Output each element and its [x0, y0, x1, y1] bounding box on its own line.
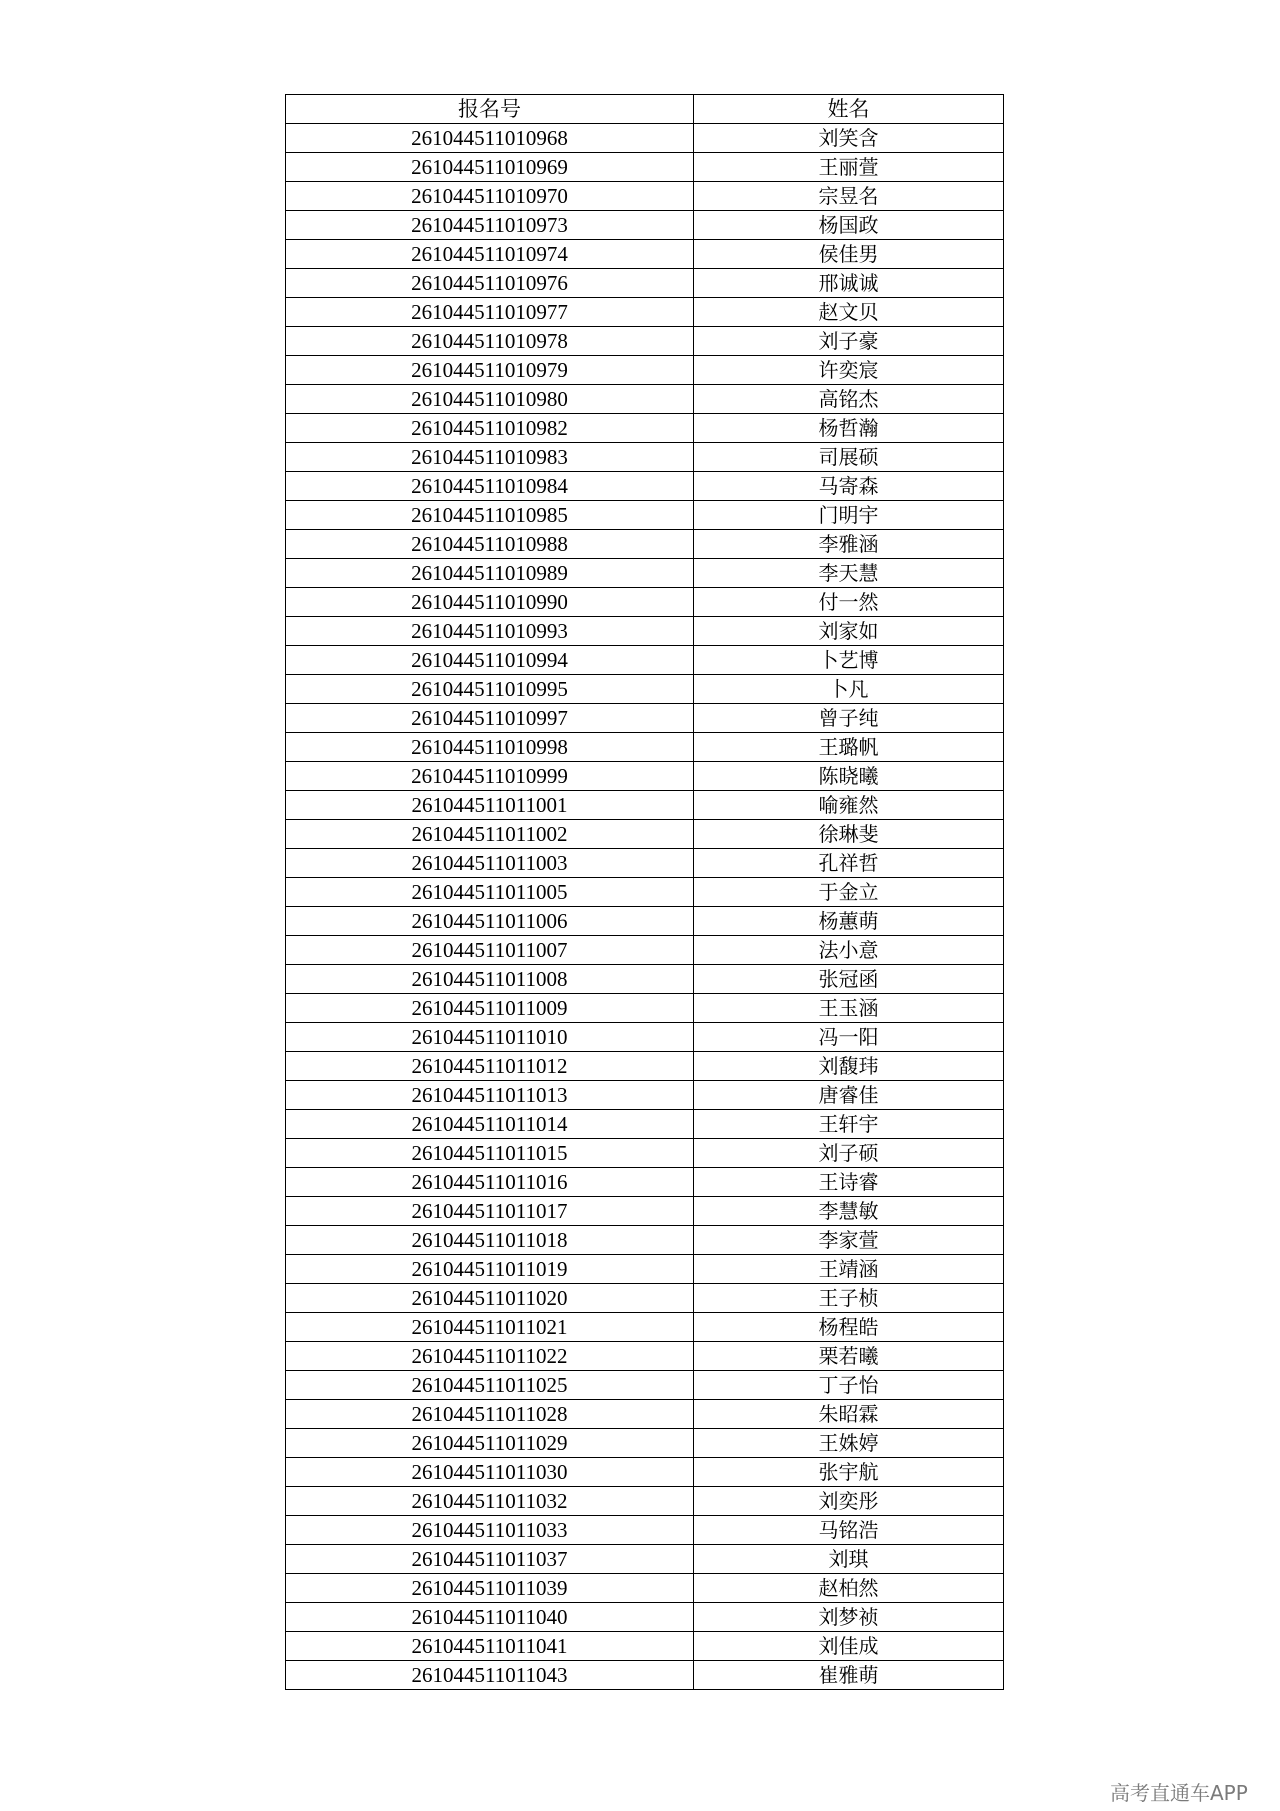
table-row	[286, 1371, 1004, 1400]
name-cell: 王璐帆	[694, 733, 1004, 762]
name-cell: 张冠函	[694, 965, 1004, 994]
name-cell: 刘馥玮	[694, 1052, 1004, 1081]
table-row	[286, 733, 1004, 762]
name-cell: 李雅涵	[694, 530, 1004, 559]
registration-number-cell: 261044511010974	[286, 240, 694, 269]
registration-number-cell: 261044511011002	[286, 820, 694, 849]
table-row	[286, 1661, 1004, 1690]
name-cell: 杨程皓	[694, 1313, 1004, 1342]
table-row	[286, 327, 1004, 356]
table-row	[286, 211, 1004, 240]
registration-number-cell: 261044511011032	[286, 1487, 694, 1516]
name-cell: 王轩宇	[694, 1110, 1004, 1139]
table-row	[286, 936, 1004, 965]
table-row	[286, 994, 1004, 1023]
table-row	[286, 820, 1004, 849]
registration-number-cell: 261044511010973	[286, 211, 694, 240]
table-row	[286, 443, 1004, 472]
registration-number-cell: 261044511011028	[286, 1400, 694, 1429]
registration-number-cell: 261044511011017	[286, 1197, 694, 1226]
name-cell: 唐睿佳	[694, 1081, 1004, 1110]
table-row	[286, 588, 1004, 617]
header-registration-number: 报名号	[286, 95, 694, 124]
table-row	[286, 530, 1004, 559]
registration-number-cell: 261044511011029	[286, 1429, 694, 1458]
table-row	[286, 559, 1004, 588]
registration-number-cell: 261044511010983	[286, 443, 694, 472]
registration-number-cell: 261044511011015	[286, 1139, 694, 1168]
table-header	[286, 95, 1004, 124]
name-cell: 李慧敏	[694, 1197, 1004, 1226]
registration-number-cell: 261044511011020	[286, 1284, 694, 1313]
table-row	[286, 1400, 1004, 1429]
table-row	[286, 385, 1004, 414]
table-row	[286, 646, 1004, 675]
table-row	[286, 617, 1004, 646]
table-row	[286, 1255, 1004, 1284]
header-name: 姓名	[694, 95, 1004, 124]
registration-number-cell: 261044511010995	[286, 675, 694, 704]
registration-number-cell: 261044511011005	[286, 878, 694, 907]
table-row	[286, 414, 1004, 443]
header-row	[286, 95, 1004, 124]
registration-number-cell: 261044511011018	[286, 1226, 694, 1255]
name-cell: 法小意	[694, 936, 1004, 965]
table-row	[286, 240, 1004, 269]
name-cell: 徐琳斐	[694, 820, 1004, 849]
registration-number-cell: 261044511010977	[286, 298, 694, 327]
registration-number-cell: 261044511011043	[286, 1661, 694, 1690]
table-row	[286, 1632, 1004, 1661]
registration-number-cell: 261044511010968	[286, 124, 694, 153]
registration-number-cell: 261044511010978	[286, 327, 694, 356]
registration-number-cell: 261044511010969	[286, 153, 694, 182]
name-cell: 宗昱名	[694, 182, 1004, 211]
name-cell: 门明宇	[694, 501, 1004, 530]
name-cell: 付一然	[694, 588, 1004, 617]
table-row	[286, 1197, 1004, 1226]
name-cell: 高铭杰	[694, 385, 1004, 414]
table-row	[286, 1313, 1004, 1342]
table-body	[286, 124, 1004, 1690]
table-row	[286, 1574, 1004, 1603]
table-row	[286, 1168, 1004, 1197]
table-row	[286, 298, 1004, 327]
registration-number-cell: 261044511011003	[286, 849, 694, 878]
name-cell: 邢诚诚	[694, 269, 1004, 298]
registration-number-cell: 261044511010999	[286, 762, 694, 791]
registration-number-cell: 261044511010984	[286, 472, 694, 501]
table-row	[286, 1284, 1004, 1313]
table-row	[286, 1139, 1004, 1168]
registration-number-cell: 261044511010980	[286, 385, 694, 414]
registration-number-cell: 261044511011010	[286, 1023, 694, 1052]
name-cell: 于金立	[694, 878, 1004, 907]
name-cell: 曾子纯	[694, 704, 1004, 733]
registration-number-cell: 261044511010988	[286, 530, 694, 559]
registration-number-cell: 261044511011014	[286, 1110, 694, 1139]
name-cell: 王丽萱	[694, 153, 1004, 182]
table-row	[286, 1081, 1004, 1110]
registration-number-cell: 261044511010985	[286, 501, 694, 530]
table-row	[286, 1023, 1004, 1052]
registration-number-cell: 261044511011008	[286, 965, 694, 994]
name-cell: 赵文贝	[694, 298, 1004, 327]
name-cell: 杨哲瀚	[694, 414, 1004, 443]
name-cell: 张宇航	[694, 1458, 1004, 1487]
registration-number-cell: 261044511011001	[286, 791, 694, 820]
registration-number-cell: 261044511011037	[286, 1545, 694, 1574]
registration-number-cell: 261044511010970	[286, 182, 694, 211]
name-cell: 王诗睿	[694, 1168, 1004, 1197]
name-cell: 王玉涵	[694, 994, 1004, 1023]
registration-number-cell: 261044511011025	[286, 1371, 694, 1400]
name-cell: 马铭浩	[694, 1516, 1004, 1545]
table-row	[286, 1342, 1004, 1371]
table-row	[286, 153, 1004, 182]
registration-number-cell: 261044511011009	[286, 994, 694, 1023]
registration-number-cell: 261044511010990	[286, 588, 694, 617]
table-row	[286, 675, 1004, 704]
table-row	[286, 791, 1004, 820]
name-cell: 刘子豪	[694, 327, 1004, 356]
registration-number-cell: 261044511010979	[286, 356, 694, 385]
name-cell: 孔祥哲	[694, 849, 1004, 878]
name-cell: 栗若曦	[694, 1342, 1004, 1371]
registration-number-cell: 261044511011013	[286, 1081, 694, 1110]
table-row	[286, 1110, 1004, 1139]
name-cell: 刘家如	[694, 617, 1004, 646]
table-row	[286, 878, 1004, 907]
table-row	[286, 356, 1004, 385]
name-cell: 王姝婷	[694, 1429, 1004, 1458]
name-cell: 朱昭霖	[694, 1400, 1004, 1429]
registration-number-cell: 261044511011040	[286, 1603, 694, 1632]
name-cell: 李天慧	[694, 559, 1004, 588]
name-cell: 许奕宸	[694, 356, 1004, 385]
table-row	[286, 269, 1004, 298]
table-row	[286, 762, 1004, 791]
watermark-text: 高考直通车APP	[1110, 1781, 1248, 1805]
name-cell: 卜凡	[694, 675, 1004, 704]
table-row	[286, 501, 1004, 530]
registration-number-cell: 261044511010994	[286, 646, 694, 675]
registration-number-cell: 261044511010993	[286, 617, 694, 646]
name-cell: 刘琪	[694, 1545, 1004, 1574]
name-cell: 侯佳男	[694, 240, 1004, 269]
table-row	[286, 1226, 1004, 1255]
registration-number-cell: 261044511011006	[286, 907, 694, 936]
name-cell: 杨蕙萌	[694, 907, 1004, 936]
name-cell: 司展硕	[694, 443, 1004, 472]
name-cell: 刘子硕	[694, 1139, 1004, 1168]
registration-number-cell: 261044511010997	[286, 704, 694, 733]
name-cell: 李家萱	[694, 1226, 1004, 1255]
name-cell: 卜艺博	[694, 646, 1004, 675]
registration-number-cell: 261044511011033	[286, 1516, 694, 1545]
table-row	[286, 472, 1004, 501]
table-row	[286, 849, 1004, 878]
table-row	[286, 1603, 1004, 1632]
table-row	[286, 1429, 1004, 1458]
registration-number-cell: 261044511010982	[286, 414, 694, 443]
name-cell: 丁子怡	[694, 1371, 1004, 1400]
name-cell: 崔雅萌	[694, 1661, 1004, 1690]
registration-number-cell: 261044511011012	[286, 1052, 694, 1081]
registration-number-cell: 261044511010976	[286, 269, 694, 298]
registration-number-cell: 261044511011007	[286, 936, 694, 965]
table-row	[286, 182, 1004, 211]
name-cell: 刘奕彤	[694, 1487, 1004, 1516]
name-cell: 喻雍然	[694, 791, 1004, 820]
registration-number-cell: 261044511011039	[286, 1574, 694, 1603]
name-cell: 刘梦祯	[694, 1603, 1004, 1632]
name-cell: 马寄森	[694, 472, 1004, 501]
table-row	[286, 124, 1004, 153]
registration-number-cell: 261044511011021	[286, 1313, 694, 1342]
roster-table	[285, 94, 1004, 1690]
registration-number-cell: 261044511011041	[286, 1632, 694, 1661]
table-row	[286, 1516, 1004, 1545]
table-row	[286, 1487, 1004, 1516]
registration-number-cell: 261044511010998	[286, 733, 694, 762]
table-row	[286, 1458, 1004, 1487]
name-cell: 刘佳成	[694, 1632, 1004, 1661]
name-cell: 杨国政	[694, 211, 1004, 240]
registration-number-cell: 261044511011016	[286, 1168, 694, 1197]
table-row	[286, 704, 1004, 733]
registration-number-cell: 261044511011019	[286, 1255, 694, 1284]
table-row	[286, 1545, 1004, 1574]
table-row	[286, 907, 1004, 936]
table-row	[286, 965, 1004, 994]
name-cell: 冯一阳	[694, 1023, 1004, 1052]
table-row	[286, 1052, 1004, 1081]
name-cell: 赵柏然	[694, 1574, 1004, 1603]
name-cell: 王子桢	[694, 1284, 1004, 1313]
registration-number-cell: 261044511011022	[286, 1342, 694, 1371]
name-cell: 王靖涵	[694, 1255, 1004, 1284]
registration-number-cell: 261044511010989	[286, 559, 694, 588]
name-cell: 刘笑含	[694, 124, 1004, 153]
name-cell: 陈晓曦	[694, 762, 1004, 791]
registration-number-cell: 261044511011030	[286, 1458, 694, 1487]
